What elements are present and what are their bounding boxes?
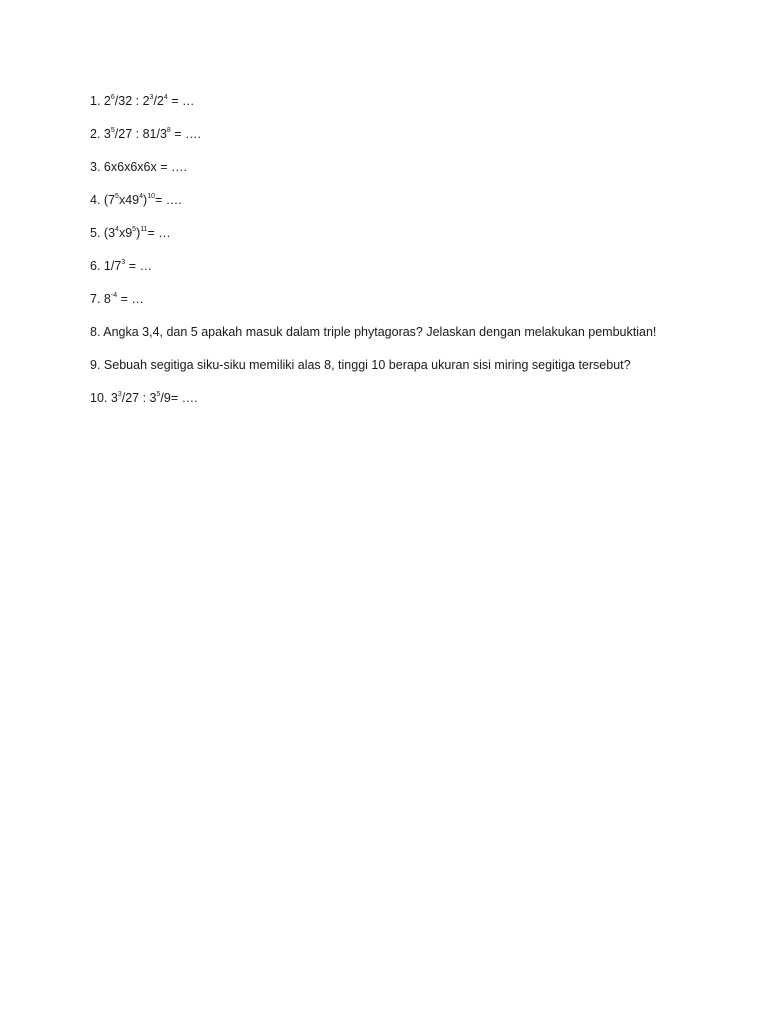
question-item [90,158,708,177]
question-text: 3 [103,127,111,141]
question-text: x9 [118,226,133,240]
question-text: /27 : 3 [121,391,157,405]
question-item [90,257,708,276]
question-text: (3 [103,226,116,240]
question-number: 3. [90,160,101,174]
question-text: 3 [110,391,118,405]
question-item [90,356,708,375]
question-text: 8 [103,292,111,306]
question-number: 5. [90,226,101,240]
question-text: = … [117,292,144,306]
exponent: 6 [110,93,115,101]
question-text: /27 : 81/3 [114,127,167,141]
question-number: 2. [90,127,101,141]
question-text: ) [143,193,148,207]
question-item [90,290,708,309]
question-item [90,224,708,243]
exponent: 5 [156,390,161,398]
question-text: = … [125,259,152,273]
question-text: = …. [170,127,202,141]
question-text: Angka 3,4, dan 5 apakah masuk dalam triple phytagoras? Jelaskan dengan melakukan pembuktian! [103,325,657,339]
question-list [90,92,708,408]
exponent: 3 [149,93,154,101]
question-text: 2 [103,94,111,108]
question-number: 10. [90,391,108,405]
question-item [90,191,708,210]
question-text: Sebuah segitiga siku-siku memiliki alas 8, tinggi 10 berapa ukuran sisi miring segitiga tersebut? [103,358,631,372]
question-text: 1/7 [103,259,122,273]
question-text: = … [147,226,171,240]
question-number: 8. [90,325,101,339]
exponent: 5 [132,225,137,233]
exponent: 3 [121,258,126,266]
question-number: 9. [90,358,101,372]
question-text: /32 : 2 [114,94,150,108]
question-number: 7. [90,292,101,306]
question-number: 4. [90,193,101,207]
question-text: = … [167,94,195,108]
exponent: 10 [147,192,155,200]
question-text: /2 [153,94,164,108]
question-text: x49 [118,193,140,207]
question-number: 1. [90,94,101,108]
exponent: 5 [115,192,119,200]
exponent: 4 [139,192,144,200]
question-text: = …. [154,193,182,207]
question-text: (7 [103,193,116,207]
question-item [90,323,708,342]
exponent: 3 [117,390,122,398]
question-text: ) [136,226,141,240]
question-item [90,92,708,111]
question-number: 6. [90,259,101,273]
question-item [90,389,708,408]
exponent: 11 [140,225,148,233]
question-item [90,125,708,144]
exponent: 5 [110,126,115,134]
question-text: /9= …. [160,391,198,405]
question-text: 6x6x6x6x = …. [103,160,187,174]
exponent: 8 [166,126,171,134]
exponent: -4 [110,291,118,299]
exponent: 4 [115,225,119,233]
exponent: 4 [163,93,168,101]
